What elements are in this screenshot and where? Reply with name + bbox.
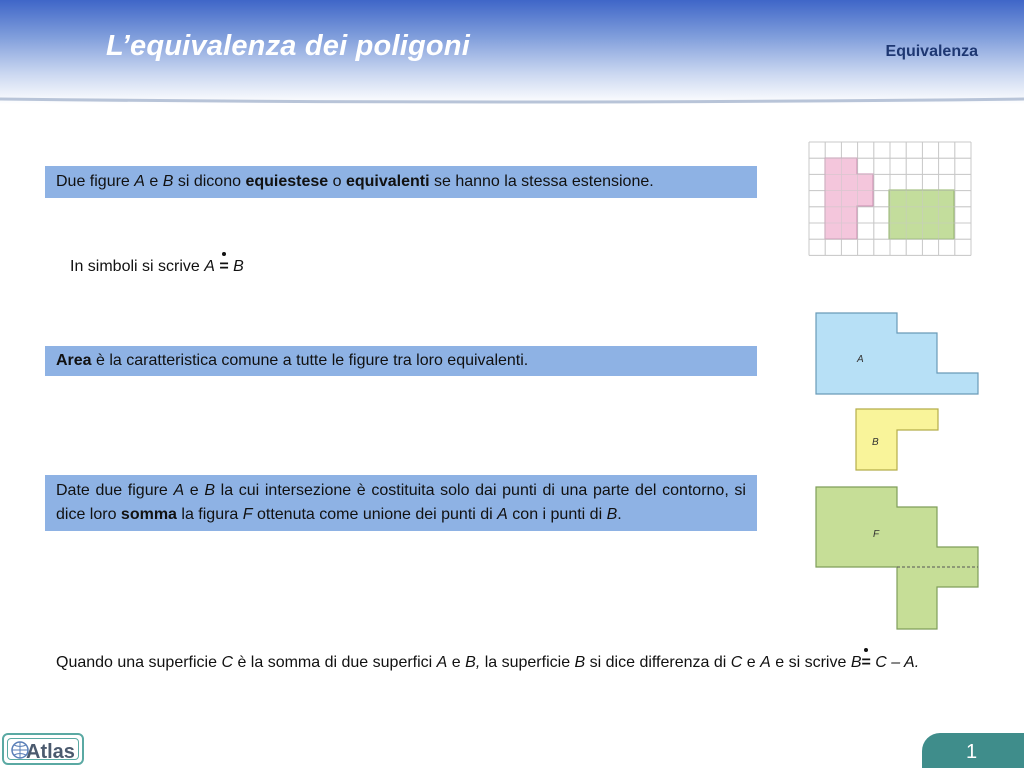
shape-a-label: A <box>857 354 864 365</box>
equivalence-symbol: = <box>219 255 228 279</box>
text: e <box>144 173 163 190</box>
var-b: B, <box>465 654 481 671</box>
var-a: A <box>134 173 145 190</box>
grid-figure <box>809 142 972 257</box>
text: con i punti di <box>507 506 607 523</box>
var-a: A <box>436 654 448 671</box>
var-a: A <box>204 258 215 275</box>
text: la cui intersezione è costituita solo dai punti di una parte del contorno, si dice loro <box>56 482 746 523</box>
svg-text:Atlas: Atlas <box>26 741 75 763</box>
equivalence-symbol: = <box>861 651 870 675</box>
text: Date due figure <box>56 482 174 499</box>
green-rectangle <box>889 190 954 239</box>
shape-a <box>816 313 978 394</box>
var-b: B <box>233 258 244 275</box>
text: Due figure <box>56 173 135 190</box>
text: ottenuta come unione dei punti di <box>252 506 498 523</box>
text: la superficie <box>480 654 575 671</box>
text: e si scrive <box>770 654 851 671</box>
var-b: B <box>204 482 216 499</box>
text: e <box>184 482 205 499</box>
symbol-line <box>70 255 244 279</box>
expression-c-minus-a: C – A. <box>870 654 920 671</box>
var-b: B <box>574 654 586 671</box>
atlas-logo <box>2 733 84 765</box>
term-equiestese: equiestese <box>245 173 329 190</box>
var-f: F <box>242 506 253 523</box>
shape-b-label: B <box>872 437 879 448</box>
definition-equivalence-box <box>45 166 757 198</box>
var-b: B <box>606 506 618 523</box>
text: è la caratteristica comune a tutte le figure tra loro equivalenti. <box>91 352 529 369</box>
shape-f-label: F <box>873 529 880 540</box>
term-somma: somma <box>120 506 177 523</box>
shape-f <box>816 487 978 629</box>
atlas-logo-wordmark <box>10 737 80 763</box>
text: e <box>447 654 466 671</box>
text: e <box>742 654 761 671</box>
shape-a-figure <box>815 312 980 396</box>
var-c: C <box>221 654 234 671</box>
text: se hanno la stessa estensione. <box>429 173 654 190</box>
var-c: C <box>730 654 743 671</box>
definition-area-box <box>45 346 757 376</box>
text: è la somma di due superfici <box>233 654 437 671</box>
var-b: B <box>850 654 862 671</box>
shape-f-figure <box>815 486 980 632</box>
pink-shape <box>825 158 873 239</box>
text: Quando una superficie <box>56 654 222 671</box>
var-b: B <box>162 173 174 190</box>
var-a: A <box>173 482 185 499</box>
text: la figura <box>176 506 243 523</box>
text: si dicono <box>173 173 246 190</box>
shape-b <box>856 409 938 470</box>
shape-b-figure <box>855 408 940 472</box>
difference-paragraph <box>56 651 966 675</box>
term-area: Area <box>56 352 92 369</box>
var-a: A <box>760 654 771 671</box>
text: o <box>328 173 346 190</box>
text: si dice differenza di <box>585 654 731 671</box>
var-a: A <box>497 506 508 523</box>
term-equivalenti: equivalenti <box>345 173 430 190</box>
header-divider <box>0 96 1024 106</box>
text: . <box>617 506 622 523</box>
text: In simboli si scrive <box>70 258 205 275</box>
page-title: L’equivalenza dei poligoni <box>106 30 470 62</box>
definition-sum-box <box>45 475 757 531</box>
page-number: 1 <box>966 741 978 763</box>
section-label: Equivalenza <box>885 43 978 60</box>
